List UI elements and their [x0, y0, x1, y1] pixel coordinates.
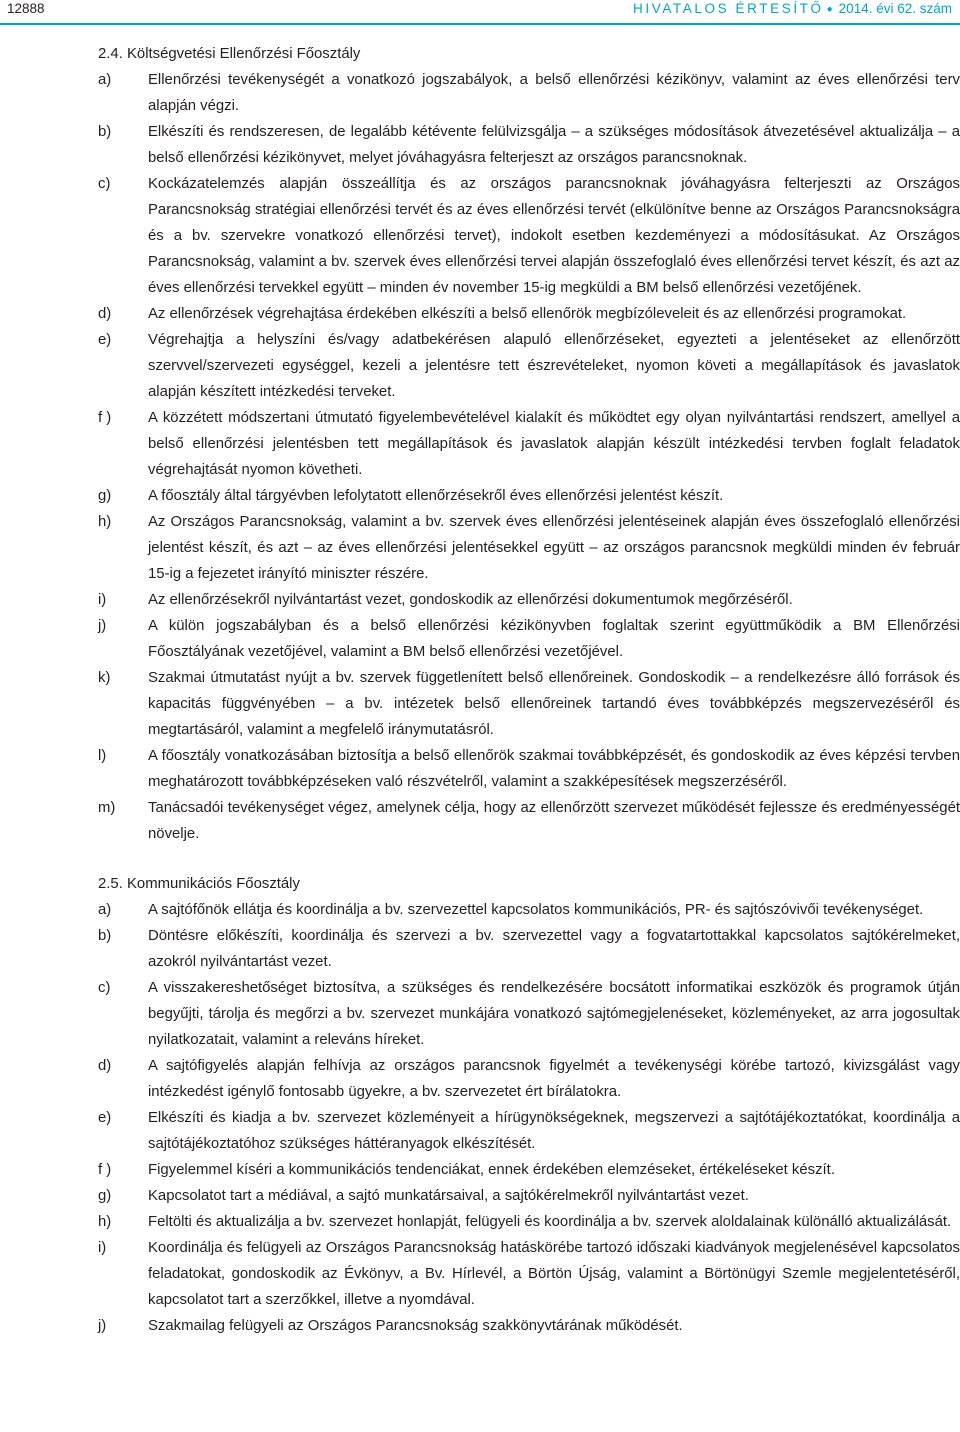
bullet-separator: ● [826, 4, 833, 15]
item-text: Feltölti és aktualizálja a bv. szervezet honlapját, felügyeli és koordinálja a bv. szervek aloldalainak különálló aktualizálását. [148, 1214, 952, 1230]
list-item [98, 301, 960, 327]
item-text: A főosztály vonatkozásában biztosítja a belső ellenőrök szakmai továbbképzését, és gondoskodik az éves képzési tervben meghatározott továbbképzéseken való részvételről, valamint a szakképesítések megszerzéséről. [148, 748, 960, 790]
item-letter: k) [98, 670, 111, 686]
item-text: Az Országos Parancsnokság, valamint a bv. szervek éves ellenőrzési jelentéseinek alapján éves összefoglaló ellenőrzési jelentést készít, és azt – az éves ellenőrzési jelentésekkel együtt – az országos parancsnok megküldi minden év február 15-ig a fejezetet irányító miniszter részére. [148, 514, 960, 582]
item-letter: j) [98, 1318, 107, 1334]
list-item [98, 1183, 960, 1209]
item-letter: g) [98, 1188, 112, 1204]
item-letter: f ) [98, 1162, 112, 1178]
item-letter: h) [98, 1214, 112, 1230]
list-item [98, 171, 960, 301]
item-letter: d) [98, 1058, 112, 1074]
item-text: Elkészíti és kiadja a bv. szervezet közleményeit a hírügynökségeknek, megszervezi a sajtótájékoztatókat, koordinálja a sajtótájékoztatóhoz szükséges háttéranyagok elkészítését. [148, 1110, 960, 1152]
list-item [98, 1209, 960, 1235]
item-text: A sajtófigyelés alapján felhívja az országos parancsnok figyelmét a tevékenységi körébe tartozó, kivizsgálást vagy intézkedést igénylő fontosabb ügyekre, a bv. szervezetet ért bírálatokra. [148, 1058, 960, 1100]
list-item [98, 1313, 960, 1339]
item-text: Az ellenőrzések végrehajtása érdekében elkészíti a belső ellenőrök megbízóleveleit és az ellenőrzési programokat. [148, 306, 907, 322]
item-text: A külön jogszabályban és a belső ellenőrzési kézikönyvben foglaltak szerint együttműködik a BM Ellenőrzési Főosztályának vezetőjével, valamint a BM belső ellenőrzési vezetőjével. [148, 618, 960, 660]
item-text: Elkészíti és rendszeresen, de legalább kétévente felülvizsgálja – a szükséges módosítások átvezetésével aktualizálja – a belső ellenőrzési kézikönyvet, melyet jóváhagyásra felterjeszt az országos parancsnoknak. [148, 124, 960, 166]
item-letter: g) [98, 488, 112, 504]
item-letter: b) [98, 928, 112, 944]
list-item [98, 795, 960, 847]
section-title: 2.5. Kommunikációs Főosztály [98, 876, 300, 892]
item-text: Kapcsolatot tart a médiával, a sajtó munkatársaival, a sajtókérelmekről nyilvántartást vezet. [148, 1188, 749, 1204]
item-text: Szakmailag felügyeli az Országos Parancsnokság szakkönyvtárának működését. [148, 1318, 683, 1334]
list-item [98, 327, 960, 405]
list-item [98, 1235, 960, 1313]
section-spacer [98, 847, 960, 871]
section-2-5 [98, 871, 960, 1339]
item-letter: h) [98, 514, 112, 530]
list-item [98, 1105, 960, 1157]
issue-label: 2014. évi 62. szám [838, 1, 952, 16]
item-letter: b) [98, 124, 112, 140]
list-item [98, 587, 960, 613]
section-title: 2.4. Költségvetési Ellenőrzési Főosztály [98, 46, 361, 62]
list-item [98, 665, 960, 743]
page-number: 12888 [7, 1, 45, 16]
item-letter: c) [98, 980, 111, 996]
item-text: Az ellenőrzésekről nyilvántartást vezet, gondoskodik az ellenőrzési dokumentumok megőrzéséről. [148, 592, 793, 608]
item-letter: j) [98, 618, 107, 634]
list-item [98, 67, 960, 119]
item-text: Koordinálja és felügyeli az Országos Parancsnokság hatáskörébe tartozó időszaki kiadványok megjelenésével kapcsolatos feladatokat, gondoskodik az Évkönyv, a Bv. Hírlevél, a Börtön Újság, valamint a Börtönügyi Szemle megjelentetéséről, kapcsolatot tart a szerzőkkel, illetve a nyomdával. [148, 1240, 960, 1308]
list-item [98, 743, 960, 795]
publication-title: HIVATALOS ÉRTESÍTŐ [633, 1, 824, 16]
list-item [98, 405, 960, 483]
list-item [98, 897, 960, 923]
item-letter: d) [98, 306, 112, 322]
item-letter: f ) [98, 410, 112, 426]
item-text: A főosztály által tárgyévben lefolytatott ellenőrzésekről éves ellenőrzési jelentést készít. [148, 488, 724, 504]
document-body [98, 41, 960, 1339]
list-item [98, 1053, 960, 1105]
item-letter: e) [98, 1110, 112, 1126]
item-letter: l) [98, 748, 107, 764]
item-letter: a) [98, 72, 112, 88]
list-item [98, 119, 960, 171]
item-text: A sajtófőnök ellátja és koordinálja a bv. szervezettel kapcsolatos kommunikációs, PR- és sajtószóvivői tevékenységet. [148, 902, 924, 918]
item-text: Kockázatelemzés alapján összeállítja és az országos parancsnoknak jóváhagyásra felterjeszti az Országos Parancsnokság stratégiai ellenőrzési tervét és az éves ellenőrzési tervét (elkülönítve benne az Országos Parancsnokságra és a bv. szervekre vonatkozó ellenőrzési tervet), indokolt esetben kezdeményezi a módosításukat. Az Országos Parancsnokság, valamint a bv. szervek éves ellenőrzési tervei alapján összefoglaló éves ellenőrzési tervet készít, és azt az éves ellenőrzési tervekkel együtt – minden év november 15-ig megküldi a BM belső ellenőrzési vezetőjének. [148, 176, 960, 296]
item-letter: m) [98, 800, 116, 816]
item-text: Szakmai útmutatást nyújt a bv. szervek függetlenített belső ellenőreinek. Gondoskodik – a rendelkezésre álló források és kapacitás függvényében – a bv. intézetek belső ellenőreinek tartandó éves továbbképzés megszervezéséről és megtartásáról, valamint a megfelelő iránymutatásról. [148, 670, 960, 738]
list-item [98, 483, 960, 509]
list-item [98, 613, 960, 665]
item-text: Döntésre előkészíti, koordinálja és szervezi a bv. szervezettel vagy a fogvatartottakkal kapcsolatos sajtókérelmeket, azokról nyilvántartást vezet. [148, 928, 960, 970]
page-header [0, 0, 960, 22]
item-text: Végrehajtja a helyszíni és/vagy adatbekérésen alapuló ellenőrzéseket, egyezteti a jelentéseket az ellenőrzött szervvel/szervezeti egységgel, kezeli a jelentésre tett észrevételeket, nyomon követi a megállapítások és javaslatok alapján készített intézkedési terveket. [148, 332, 960, 400]
item-letter: e) [98, 332, 112, 348]
item-letter: a) [98, 902, 112, 918]
list-item [98, 975, 960, 1053]
list-item [98, 1157, 960, 1183]
item-text: A közzétett módszertani útmutató figyelembevételével kialakít és működtet egy olyan nyilvántartási rendszert, amellyel a belső ellenőrzési jelentésben tett megállapítások és javaslatok alapján készült intézkedési tervben foglalt feladatok végrehajtását nyomon követheti. [148, 410, 960, 478]
item-text: Figyelemmel kíséri a kommunikációs tendenciákat, ennek érdekében elemzéseket, értékeléseket készít. [148, 1162, 835, 1178]
item-letter: i) [98, 592, 107, 608]
item-letter: i) [98, 1240, 107, 1256]
item-text: Tanácsadói tevékenységet végez, amelynek célja, hogy az ellenőrzött szervezet működését fejlessze és eredményességét növelje. [148, 800, 960, 842]
running-head [633, 1, 952, 16]
header-rule [0, 23, 960, 25]
section-2-4 [98, 41, 960, 847]
list-item [98, 509, 960, 587]
item-text: Ellenőrzési tevékenységét a vonatkozó jogszabályok, a belső ellenőrzési kézikönyv, valamint az éves ellenőrzési terv alapján végzi. [148, 72, 960, 114]
item-text: A visszakereshetőséget biztosítva, a szükséges és rendelkezésére bocsátott informatikai eszközök és programok útján begyűjti, tárolja és megőrzi a bv. szervezet munkájára vonatkozó sajtómegjelenéseket, közleményeket, az arra jogosultak nyilatkozatait, valamint a releváns híreket. [148, 980, 960, 1048]
item-letter: c) [98, 176, 111, 192]
list-item [98, 923, 960, 975]
